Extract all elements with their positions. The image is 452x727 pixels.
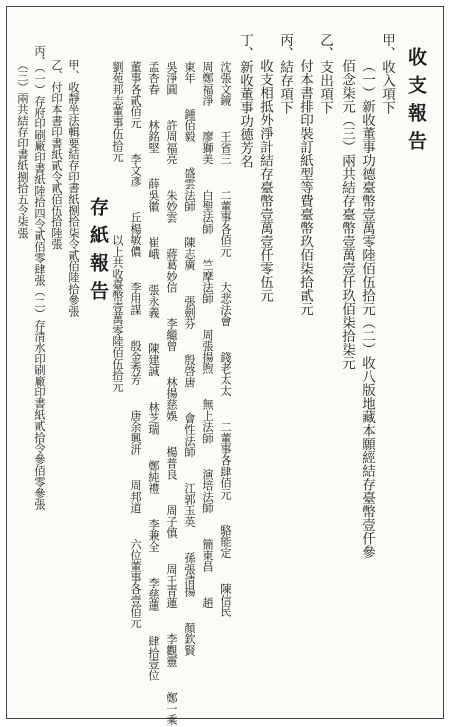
donor-name: 白聖法師 xyxy=(201,189,214,235)
donor-name: 蔣葛妙信 xyxy=(165,248,178,293)
donor-name: 朱妙雲 xyxy=(165,189,178,224)
donor-name: 演培法師 xyxy=(201,468,214,514)
receipts-income-line: （一）新收董事功德臺幣壹萬零陸佰伍拾元（二）收八版地藏本願經結存臺幣壹仟參 xyxy=(359,59,375,559)
donor-name: 周鄭福淨 xyxy=(201,61,214,106)
donor-name: 肆拾壹位 xyxy=(147,635,160,681)
donor-name: 顏欽賢 xyxy=(183,622,196,656)
donor-name: 李觀靈 xyxy=(165,633,178,667)
donor-name: 簡東昌 xyxy=(201,538,214,573)
donor-name: 王省三 xyxy=(219,130,232,165)
donor-name: 竺摩法師 xyxy=(201,259,214,305)
donor-name: 張永義 xyxy=(147,284,160,318)
donor-column xyxy=(202,61,213,608)
donor-name: 陳志廣 xyxy=(183,236,196,271)
donor-name: 薛吳徽 xyxy=(147,178,160,212)
receipts-report-title: 收支報告 xyxy=(405,47,427,159)
donor-name: 廖獅美 xyxy=(201,130,214,165)
receipts-income-line-cont: 佰念柒元（三）兩共結存臺幣壹萬壹仟玖佰柒拾柒元 xyxy=(339,59,355,370)
paper-line-b: 乙、付印本書印書紙貳令貳佰伍拾陸張 xyxy=(50,59,63,250)
donor-name: 劉苑邦志董事伍拾元 xyxy=(111,61,124,162)
donor-name: 趙 xyxy=(201,597,214,609)
paper-line-c: 丙、（一）存府印刷廠印書紙陸拾四令貳佰零肆張（二）存清水印刷廠印書紙貳拾令參佰零參張 xyxy=(33,45,46,510)
donor-name: 楊普良 xyxy=(165,446,178,480)
paper-line-a: 甲、收靜坐法輯要結存印書紙捌拾柒令貳佰陸拾參張 xyxy=(67,59,80,317)
donor-name: 董事各貳佰元 xyxy=(129,61,142,129)
donor-name: 殷金秀芳 xyxy=(129,340,142,386)
donor-column xyxy=(184,61,195,656)
donor-name: 林銘堅 xyxy=(147,119,160,154)
donor-name: 無上法師 xyxy=(201,398,214,444)
donor-name: 周邦道 xyxy=(129,479,142,514)
receipts-income-heading: 甲、收入項下 xyxy=(379,33,395,114)
donor-column xyxy=(148,61,159,681)
donor-name: 鄭純禮 xyxy=(147,460,160,494)
donor-name: 李文彥 xyxy=(129,153,142,187)
donor-name: 許周福亮 xyxy=(165,119,178,165)
donor-name: 李用謀 xyxy=(129,281,142,316)
donor-column xyxy=(130,61,141,628)
donor-name: 殷啓唐 xyxy=(183,354,196,388)
donor-name: 六位董事各壹佰元 xyxy=(129,538,142,629)
donor-name: 周張揚煦 xyxy=(201,329,214,374)
donor-name: 林揚慈娛 xyxy=(165,376,178,422)
donor-name: 鍾佰毅 xyxy=(183,108,196,143)
report-page xyxy=(6,6,444,726)
receipts-expense-heading: 乙、支出項下 xyxy=(317,33,333,114)
donor-name: 丘楊敏儂 xyxy=(129,211,142,257)
donor-name: 東年 xyxy=(183,61,196,84)
donor-name: 李慈蓮 xyxy=(147,577,160,611)
donor-name: 周子慎 xyxy=(165,504,178,539)
donor-name: 陳建誠 xyxy=(147,342,160,377)
donor-name: 李繼曾 xyxy=(165,317,178,352)
donor-name: 鄭一乘 xyxy=(165,691,178,726)
donor-name: 林芝瑞 xyxy=(147,401,160,436)
donor-name: 吳淨圓 xyxy=(165,61,178,95)
donor-name: 駱能定 xyxy=(219,524,232,559)
paper-report-title: 存紙報告 xyxy=(87,197,109,309)
receipts-balance-line: 收支相抵外淨計結存臺幣壹萬壹仟零伍元 xyxy=(257,59,273,302)
donor-column xyxy=(220,61,231,617)
donor-name: 張劍芬 xyxy=(183,295,196,330)
paper-line-d: （三）兩共結存印書紙捌拾五令柒張 xyxy=(16,59,29,239)
donor-total: 以上共收臺幣壹萬零陸佰伍拾元 xyxy=(111,234,124,392)
donor-name: 盛雲法師 xyxy=(183,167,196,212)
donor-name: 李兼全 xyxy=(147,518,160,553)
donor-column xyxy=(166,61,177,726)
donor-name: 二董事各佰元 xyxy=(219,189,232,257)
donor-name: 陳信民 xyxy=(219,583,232,617)
donor-name: 沈張文鏡 xyxy=(219,61,232,106)
donors-heading: 丁、新收董事功德芳名 xyxy=(237,33,253,168)
donor-name: 唐余興汧 xyxy=(129,410,142,455)
receipts-expense-line: 付本書排印裝訂紙型等費臺幣玖佰柒拾貳元 xyxy=(297,59,313,316)
donor-name: 崔峨 xyxy=(147,236,160,260)
donor-name: 大悲法會 xyxy=(219,281,232,327)
donor-name: 周王青蓮 xyxy=(165,563,178,609)
donor-name: 江郭玉英 xyxy=(183,482,196,528)
donor-name: 錢老太太 xyxy=(219,351,232,397)
donor-name: 孫張清揚 xyxy=(183,552,196,598)
donor-column xyxy=(112,61,123,392)
donor-name: 孟杏春 xyxy=(147,61,160,95)
donor-name: 二董事各肆佰元 xyxy=(219,421,232,500)
donor-name: 會性法師 xyxy=(183,412,196,458)
receipts-balance-heading: 丙、結存項下 xyxy=(277,33,293,114)
